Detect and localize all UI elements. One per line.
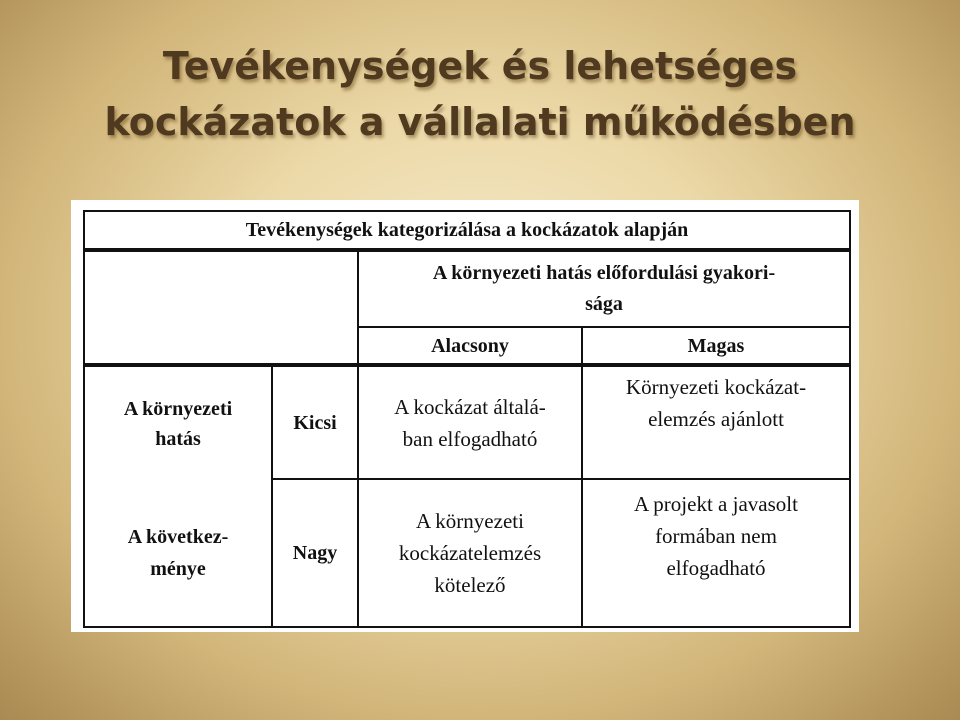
column-header-low [357, 326, 583, 365]
slide-title-line-1: Tevékenységek és lehetséges [162, 44, 798, 88]
cell-large-high-line-2: formában nem [655, 524, 777, 548]
slide-title-line-2: kockázatok a vállalati működésben [104, 100, 856, 144]
consequence-label-line-1: A következ- [127, 526, 229, 548]
cell-small-high [581, 365, 851, 480]
cell-large-low-line-1: A környezeti [416, 509, 524, 533]
cell-small-low [357, 365, 583, 480]
row-label-small-text: Kicsi [293, 411, 337, 434]
cell-large-high [581, 478, 851, 628]
consequence-label-line-2: ménye [150, 558, 206, 580]
impact-label-line-1: A környezeti [123, 397, 233, 420]
risk-category-table [71, 200, 859, 632]
cell-large-high-line-3: elfogadható [666, 556, 766, 580]
row-label-large [271, 478, 359, 628]
consequence-label [83, 480, 273, 628]
row-label-large-text: Nagy [292, 542, 338, 564]
frequency-header [357, 250, 851, 328]
column-header-low-text: Alacsony [431, 334, 509, 357]
impact-label [83, 365, 273, 480]
table-caption [83, 210, 851, 250]
table-caption-text: Tevékenységek kategorizálása a kockázatok alapján [245, 219, 689, 241]
slide-title [0, 38, 960, 150]
cell-small-low-line-1: A kockázat általá- [394, 394, 546, 419]
cell-small-high-line-2: elemzés ajánlott [648, 407, 784, 431]
frequency-header-line-2: sága [585, 293, 623, 315]
row-label-small [271, 365, 359, 480]
empty-corner-cell [83, 250, 359, 365]
cell-small-low-line-2: ban elfogadható [402, 426, 538, 451]
cell-large-low-line-2: kockázatelemzés [398, 541, 542, 565]
frequency-header-line-1: A környezeti hatás előfordulási gyakori- [432, 262, 776, 284]
cell-small-high-line-1: Környezeti kockázat- [625, 375, 807, 399]
column-header-high-text: Magas [687, 334, 745, 357]
cell-large-low [357, 478, 583, 628]
cell-large-low-line-3: kötelező [434, 573, 506, 597]
cell-large-high-line-1: A projekt a javasolt [634, 492, 798, 516]
column-header-high [581, 326, 851, 365]
impact-label-line-2: hatás [155, 427, 201, 450]
